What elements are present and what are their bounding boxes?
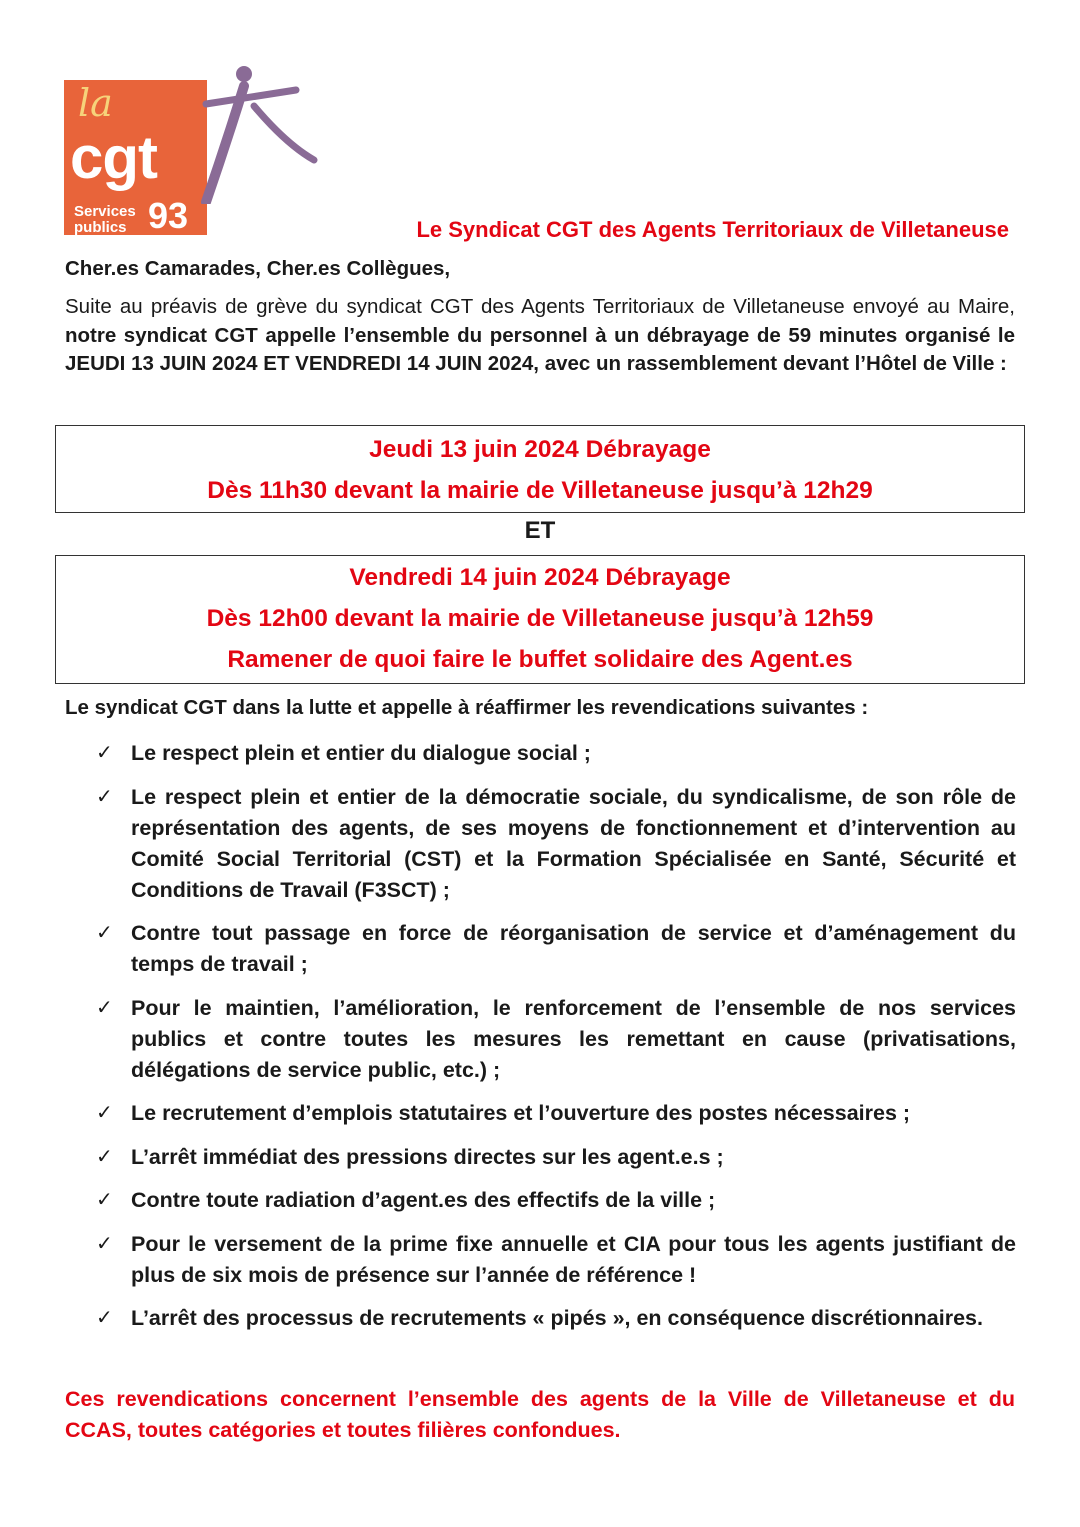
demand-text: L’arrêt immédiat des pressions directes sur les agent.e.s ; bbox=[131, 1144, 724, 1169]
demand-text: Le respect plein et entier de la démocratie sociale, du syndicalisme, de son rôle de représentation des agents, de ses moyens de fonctionnement et d’intervention au Comité Social Territorial (CST) et la Formation Spécialisée en Santé, Sécurité et Conditions de Travail (F3SCT) ; bbox=[131, 784, 1016, 902]
list-item bbox=[96, 993, 1016, 1086]
logo-orange-box bbox=[64, 80, 207, 235]
check-icon: ✓ bbox=[96, 1232, 113, 1255]
stick-figure-icon bbox=[196, 64, 330, 204]
demand-text: Contre tout passage en force de réorganisation de service et d’aménagement du temps de travail ; bbox=[131, 921, 1016, 976]
box2-line2: Dès 12h00 devant la mairie de Villetaneuse jusqu’à 12h59 bbox=[206, 605, 874, 632]
logo-cgt-text: cgt bbox=[70, 124, 157, 191]
list-item bbox=[96, 1185, 1016, 1216]
box1-line1: Jeudi 13 juin 2024 Débrayage bbox=[369, 436, 711, 463]
demand-text: L’arrêt des processus de recrutements « pipés », en conséquence discrétionnaires. bbox=[131, 1306, 983, 1330]
separator-et: ET bbox=[524, 517, 556, 544]
strike-box-thursday bbox=[55, 425, 1025, 513]
check-icon: ✓ bbox=[96, 996, 113, 1019]
check-icon: ✓ bbox=[96, 1102, 113, 1124]
box1-line2: Dès 11h30 devant la mairie de Villetaneuse jusqu’à 12h29 bbox=[207, 477, 873, 504]
greeting: Cher.es Camarades, Cher.es Collègues, bbox=[65, 257, 451, 280]
demands-list bbox=[96, 738, 1016, 1347]
cgt-logo bbox=[64, 64, 330, 238]
demand-text: Le recrutement d’emplois statutaires et l’ouverture des postes nécessaires ; bbox=[131, 1101, 911, 1125]
demands-lead: Le syndicat CGT dans la lutte et appelle à réaffirmer les revendications suivantes : bbox=[65, 696, 869, 719]
list-item bbox=[96, 738, 1016, 769]
list-item bbox=[96, 918, 1016, 980]
intro-plain: Suite au préavis de grève du syndicat CGT des Agents Territoriaux de Villetaneuse envoyé au Maire, bbox=[65, 295, 1015, 318]
check-icon: ✓ bbox=[96, 742, 113, 764]
intro-paragraph bbox=[65, 293, 1015, 379]
strike-box-friday bbox=[55, 555, 1025, 684]
check-icon: ✓ bbox=[96, 922, 113, 944]
logo-la-text: la bbox=[78, 81, 113, 125]
check-icon: ✓ bbox=[96, 1307, 113, 1329]
logo-services-text: Services bbox=[74, 203, 136, 220]
box2-line1: Vendredi 14 juin 2024 Débrayage bbox=[349, 564, 731, 591]
demand-text: Pour le maintien, l’amélioration, le renforcement de l’ensemble de nos services publics et contre toutes les mesures les remettant en cause (privatisations, délégations de service public, etc.) ; bbox=[131, 995, 1016, 1082]
list-item bbox=[96, 1142, 1016, 1173]
logo-number: 93 bbox=[148, 195, 189, 236]
list-item bbox=[96, 1303, 1016, 1334]
check-icon: ✓ bbox=[96, 1145, 113, 1168]
closing-statement: Ces revendications concernent l’ensemble des agents de la Ville de Villetaneuse et du CCAS, toutes catégories et toutes filières confondues. bbox=[65, 1387, 1015, 1442]
list-item bbox=[96, 1098, 1016, 1129]
demand-text: Le respect plein et entier du dialogue social ; bbox=[131, 741, 591, 765]
list-item bbox=[96, 1229, 1016, 1291]
demand-text: Pour le versement de la prime fixe annuelle et CIA pour tous les agents justifiant de plus de six mois de présence sur l’année de référence ! bbox=[131, 1231, 1016, 1287]
check-icon: ✓ bbox=[96, 1189, 113, 1211]
intro-bold: notre syndicat CGT appelle l’ensemble du personnel à un débrayage de 59 minutes organisé le JEUDI 13 JUIN 2024 ET VENDREDI 14 JUIN 2024, avec un rassemblement devant l’Hôtel de Ville : bbox=[65, 323, 1015, 375]
union-title: Le Syndicat CGT des Agents Territoriaux de Villetaneuse bbox=[416, 217, 1009, 242]
logo-publics-text: publics bbox=[74, 219, 127, 236]
box2-line3: Ramener de quoi faire le buffet solidaire des Agent.es bbox=[227, 646, 853, 673]
demand-text: Contre toute radiation d’agent.es des effectifs de la ville ; bbox=[131, 1188, 716, 1212]
list-item bbox=[96, 782, 1016, 906]
check-icon: ✓ bbox=[96, 785, 113, 808]
